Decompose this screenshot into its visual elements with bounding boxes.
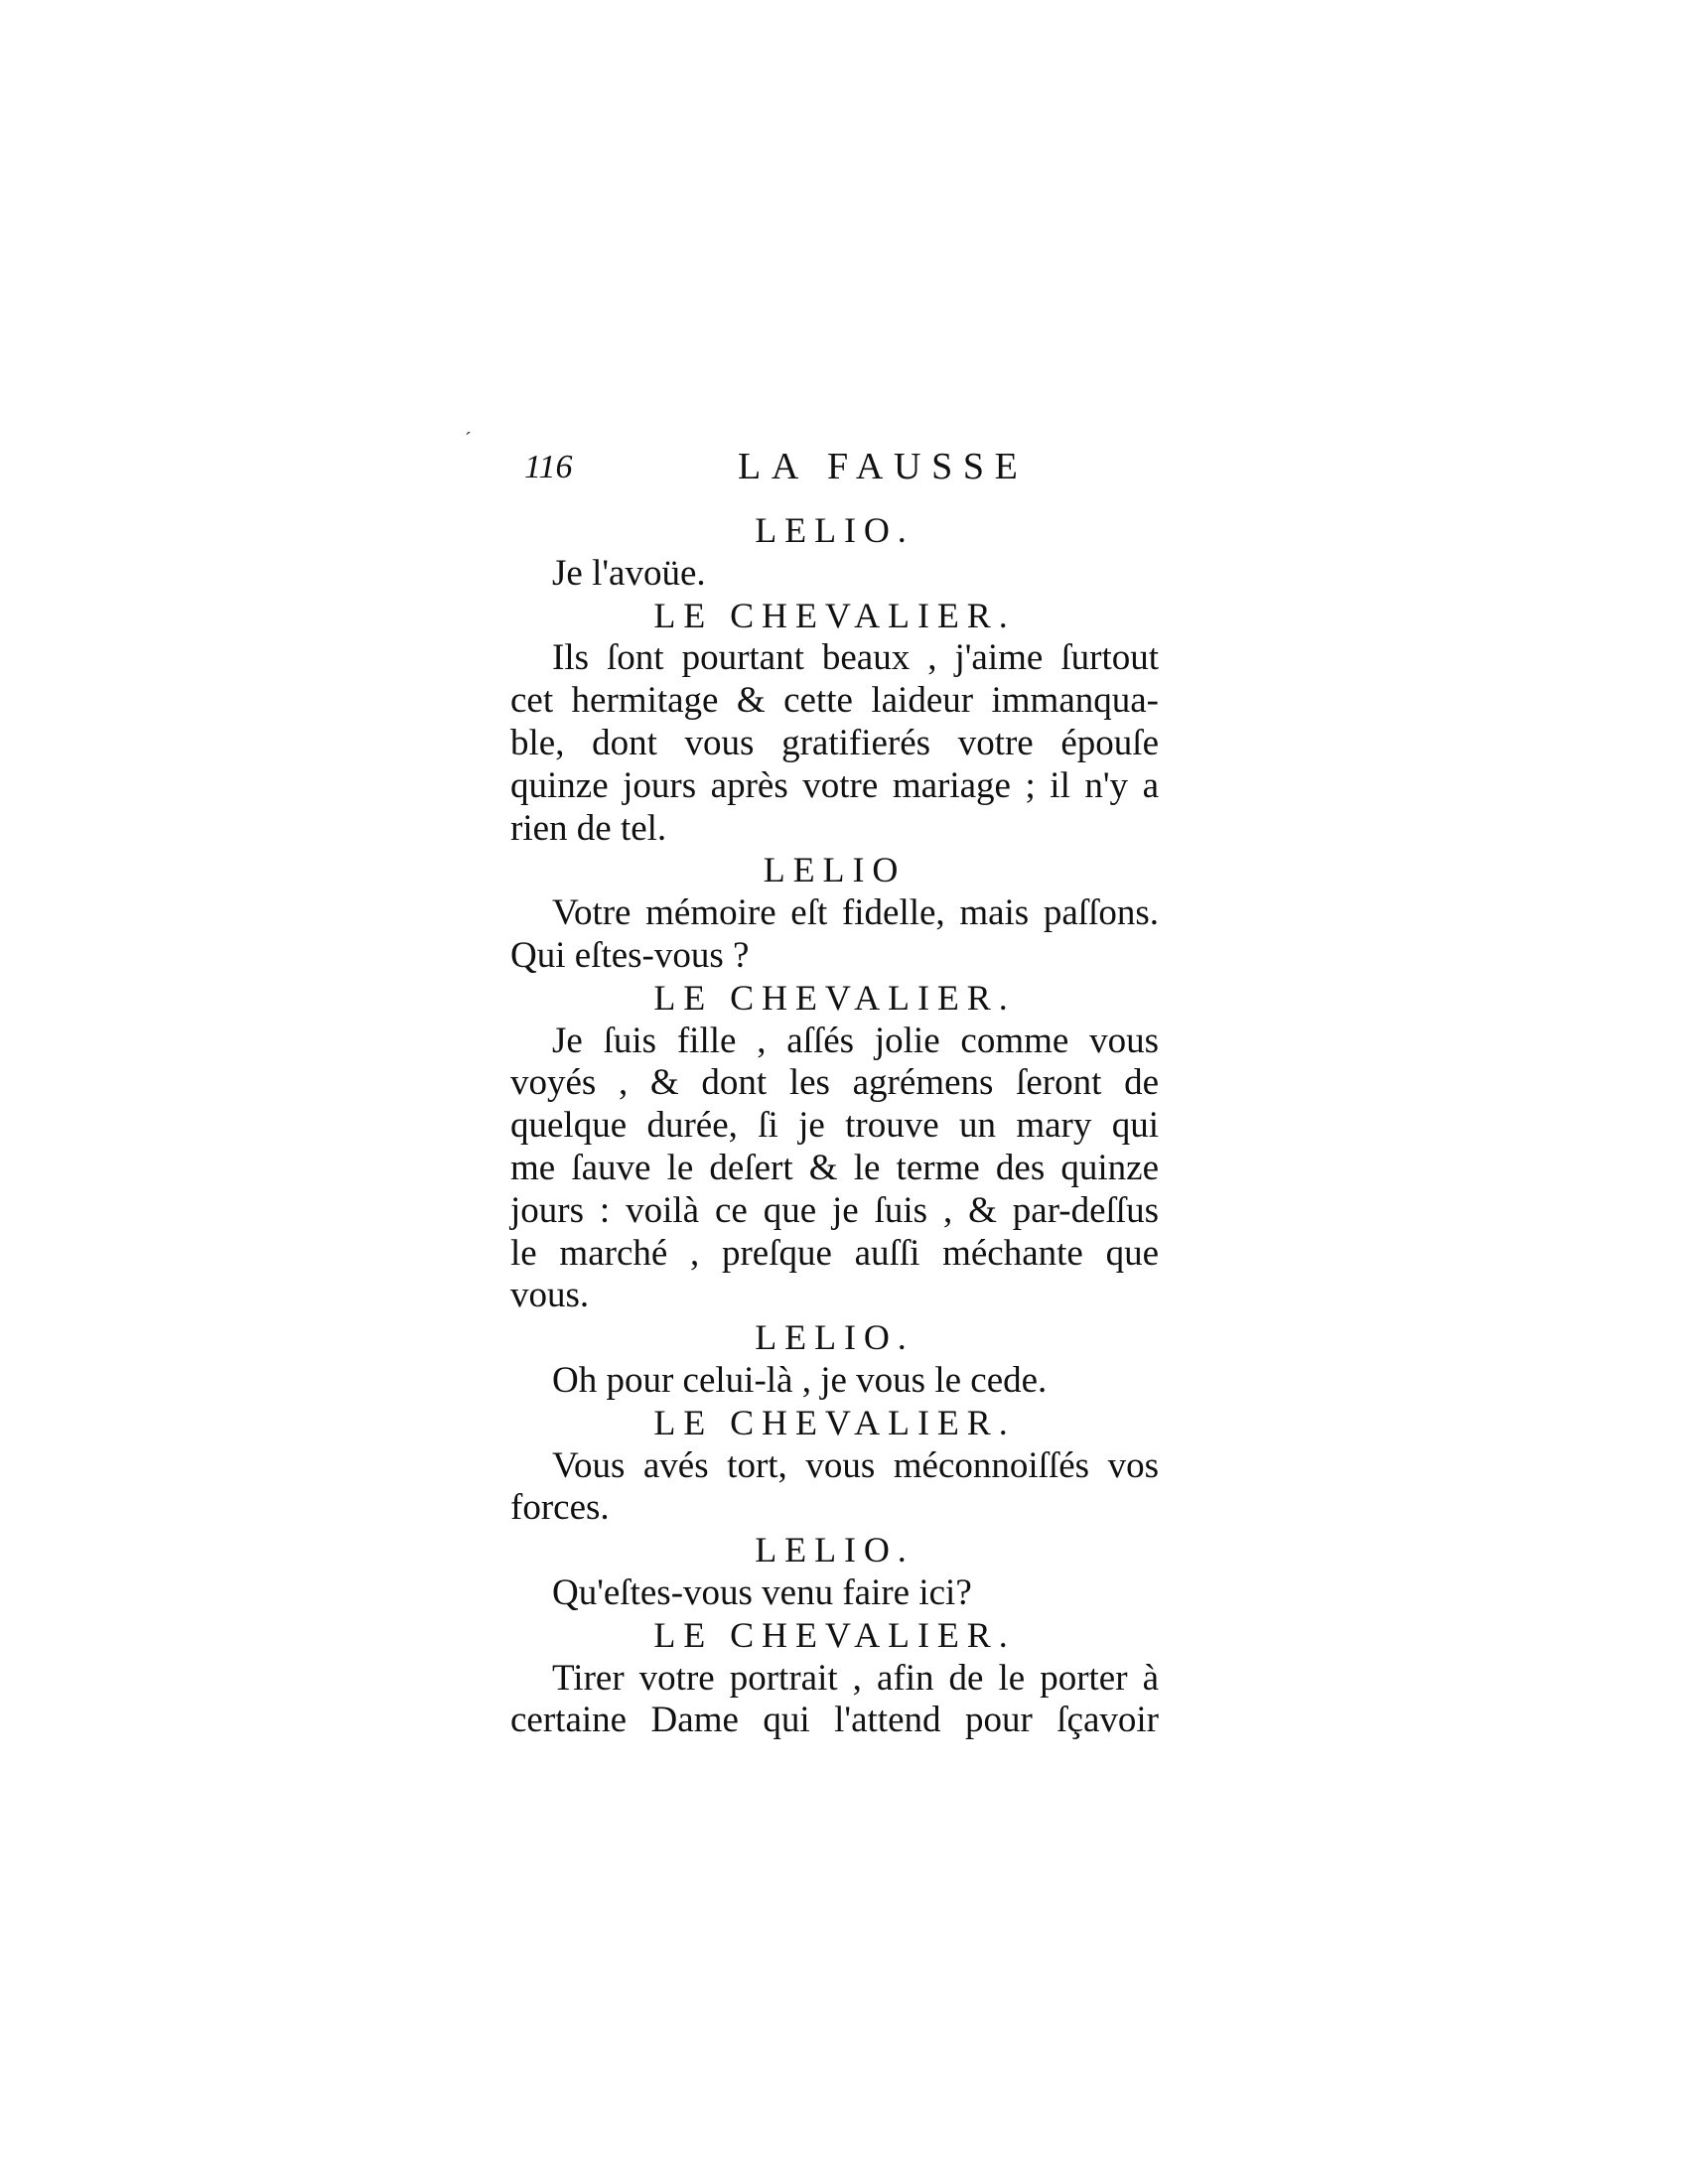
speaker-name: LELIO. <box>755 510 914 550</box>
text-line: rien de tel. <box>510 807 667 849</box>
text-line: ble, dont vous gratifierés votre épouſe <box>510 723 1159 763</box>
text-line: me ſauve le deſert & le terme des quinze <box>510 1148 1159 1188</box>
speaker-name: LELIO. <box>755 1317 914 1358</box>
speaker-name: LE CHEVALIER. <box>653 977 1016 1018</box>
text-line: vous. <box>510 1275 590 1316</box>
running-title: LA FAUSSE <box>738 446 1029 487</box>
speaker-name: LELIO <box>763 850 907 890</box>
speaker-name: LE CHEVALIER. <box>653 595 1016 635</box>
text-line: Je ſuis fille , aſſés jolie comme vous <box>552 1020 1159 1061</box>
text-line: quelque durée, ſi je trouve un mary qui <box>510 1105 1159 1147</box>
text-line: Tirer votre portrait , afin de le porter à <box>552 1657 1159 1699</box>
text-line: jours : voilà ce que je ſuis , & par-deſſus <box>510 1189 1159 1231</box>
text-line: le marché , preſque auſſi méchante que <box>510 1232 1159 1274</box>
text-line: voyés , & dont les agrémens ſeront de <box>510 1062 1159 1104</box>
text-line: Ils ſont pourtant beaux , j'aime ſurtout <box>552 637 1159 679</box>
text-line: quinze jours après votre mariage ; il n'y a <box>510 764 1159 806</box>
text-line: Qu'eſtes-vous venu faire ici? <box>552 1572 972 1613</box>
page-number: 116 <box>524 449 573 485</box>
stray-mark: ˊ <box>465 429 472 451</box>
text-line: cet hermitage & cette laideur immanqua- <box>510 680 1159 722</box>
speaker-name: LELIO. <box>755 1530 914 1570</box>
speaker-name: LE CHEVALIER. <box>653 1402 1016 1442</box>
text-line: Vous avés tort, vous méconnoiſſés vos <box>552 1444 1159 1486</box>
text-line: forces. <box>510 1487 610 1529</box>
text-line: certaine Dame qui l'attend pour ſçavoir <box>510 1700 1159 1741</box>
text-line: Oh pour celui-là , je vous le cede. <box>552 1360 1048 1401</box>
speaker-name: LE CHEVALIER. <box>653 1614 1016 1655</box>
text-line: Qui eſtes-vous ? <box>510 935 750 976</box>
text-line: Je l'avoüe. <box>552 552 706 594</box>
text-line: Votre mémoire eſt fidelle, mais paſſons. <box>552 892 1159 934</box>
